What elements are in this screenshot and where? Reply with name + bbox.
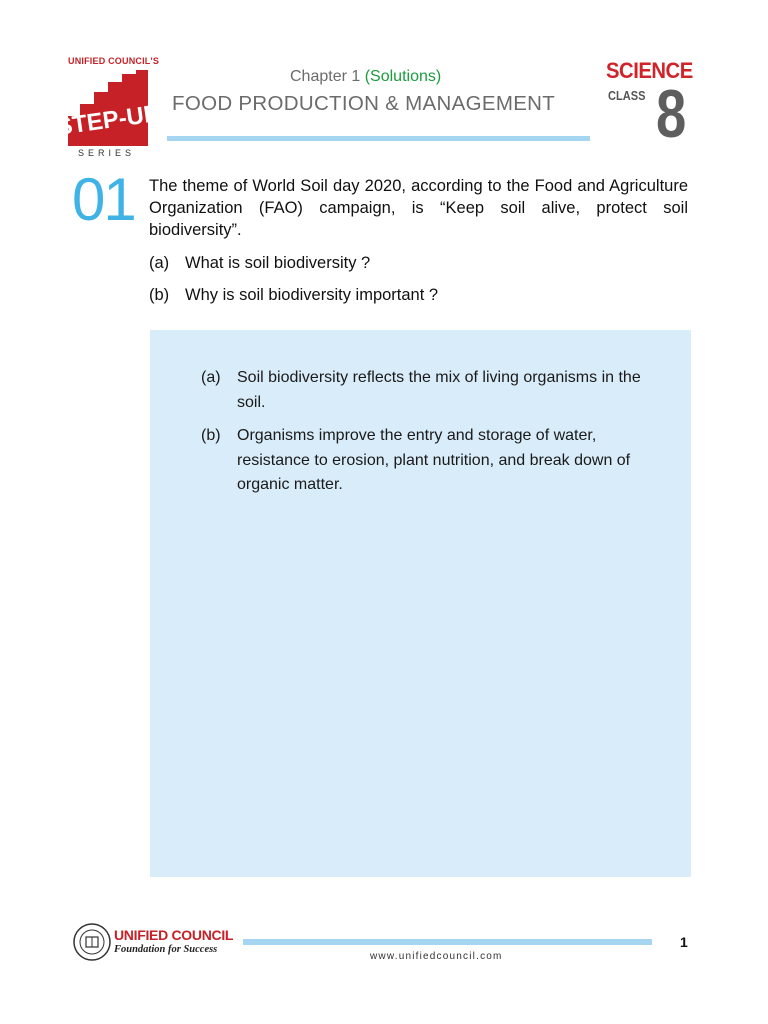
page-number: 1 bbox=[680, 934, 688, 950]
answer-item-b bbox=[201, 424, 641, 498]
footer-tagline: Foundation for Success bbox=[114, 944, 218, 955]
question-part-text: Why is soil biodiversity important ? bbox=[185, 286, 439, 304]
council-seal-icon bbox=[72, 922, 112, 962]
header-divider bbox=[167, 136, 590, 141]
footer-divider bbox=[243, 939, 652, 945]
answer-text: Soil biodiversity reflects the mix of living organisms in the soil. bbox=[237, 369, 641, 411]
class-number: 8 bbox=[656, 76, 687, 152]
question-part-text: What is soil biodiversity ? bbox=[185, 254, 371, 272]
chapter-number: Chapter 1 bbox=[290, 68, 361, 85]
footer-url[interactable]: www.unifiedcouncil.com bbox=[370, 951, 503, 962]
chapter-label bbox=[290, 68, 441, 86]
chapter-title: FOOD PRODUCTION & MANAGEMENT bbox=[172, 92, 556, 115]
answer-text: Organisms improve the entry and storage of water, resistance to erosion, plant nutrition, and break down of organic matter. bbox=[237, 427, 631, 493]
subject-label: SCIENCE bbox=[606, 58, 693, 83]
question-part-a bbox=[149, 254, 370, 273]
answer-label: (a) bbox=[201, 369, 221, 386]
logo-text: STEP-UP bbox=[54, 99, 162, 142]
question-text: The theme of World Soil day 2020, according to the Food and Agriculture Organization (FAO) campaign, is “Keep soil alive, protect soil biodiversity”. bbox=[149, 177, 688, 239]
footer-brand: UNIFIED COUNCIL bbox=[114, 927, 234, 943]
class-label: CLASS bbox=[608, 88, 646, 103]
question-part-b bbox=[149, 286, 438, 305]
step-up-logo bbox=[54, 70, 162, 146]
question-part-label: (b) bbox=[149, 286, 170, 304]
solutions-label: (Solutions) bbox=[364, 68, 442, 85]
answer-label: (b) bbox=[201, 427, 221, 444]
question-part-label: (a) bbox=[149, 254, 170, 272]
answer-item-a bbox=[201, 366, 641, 415]
logo-series-text: SERIES bbox=[78, 148, 136, 158]
logo-caption: UNIFIED COUNCIL'S bbox=[68, 56, 160, 66]
question-number: 01 bbox=[72, 166, 135, 233]
